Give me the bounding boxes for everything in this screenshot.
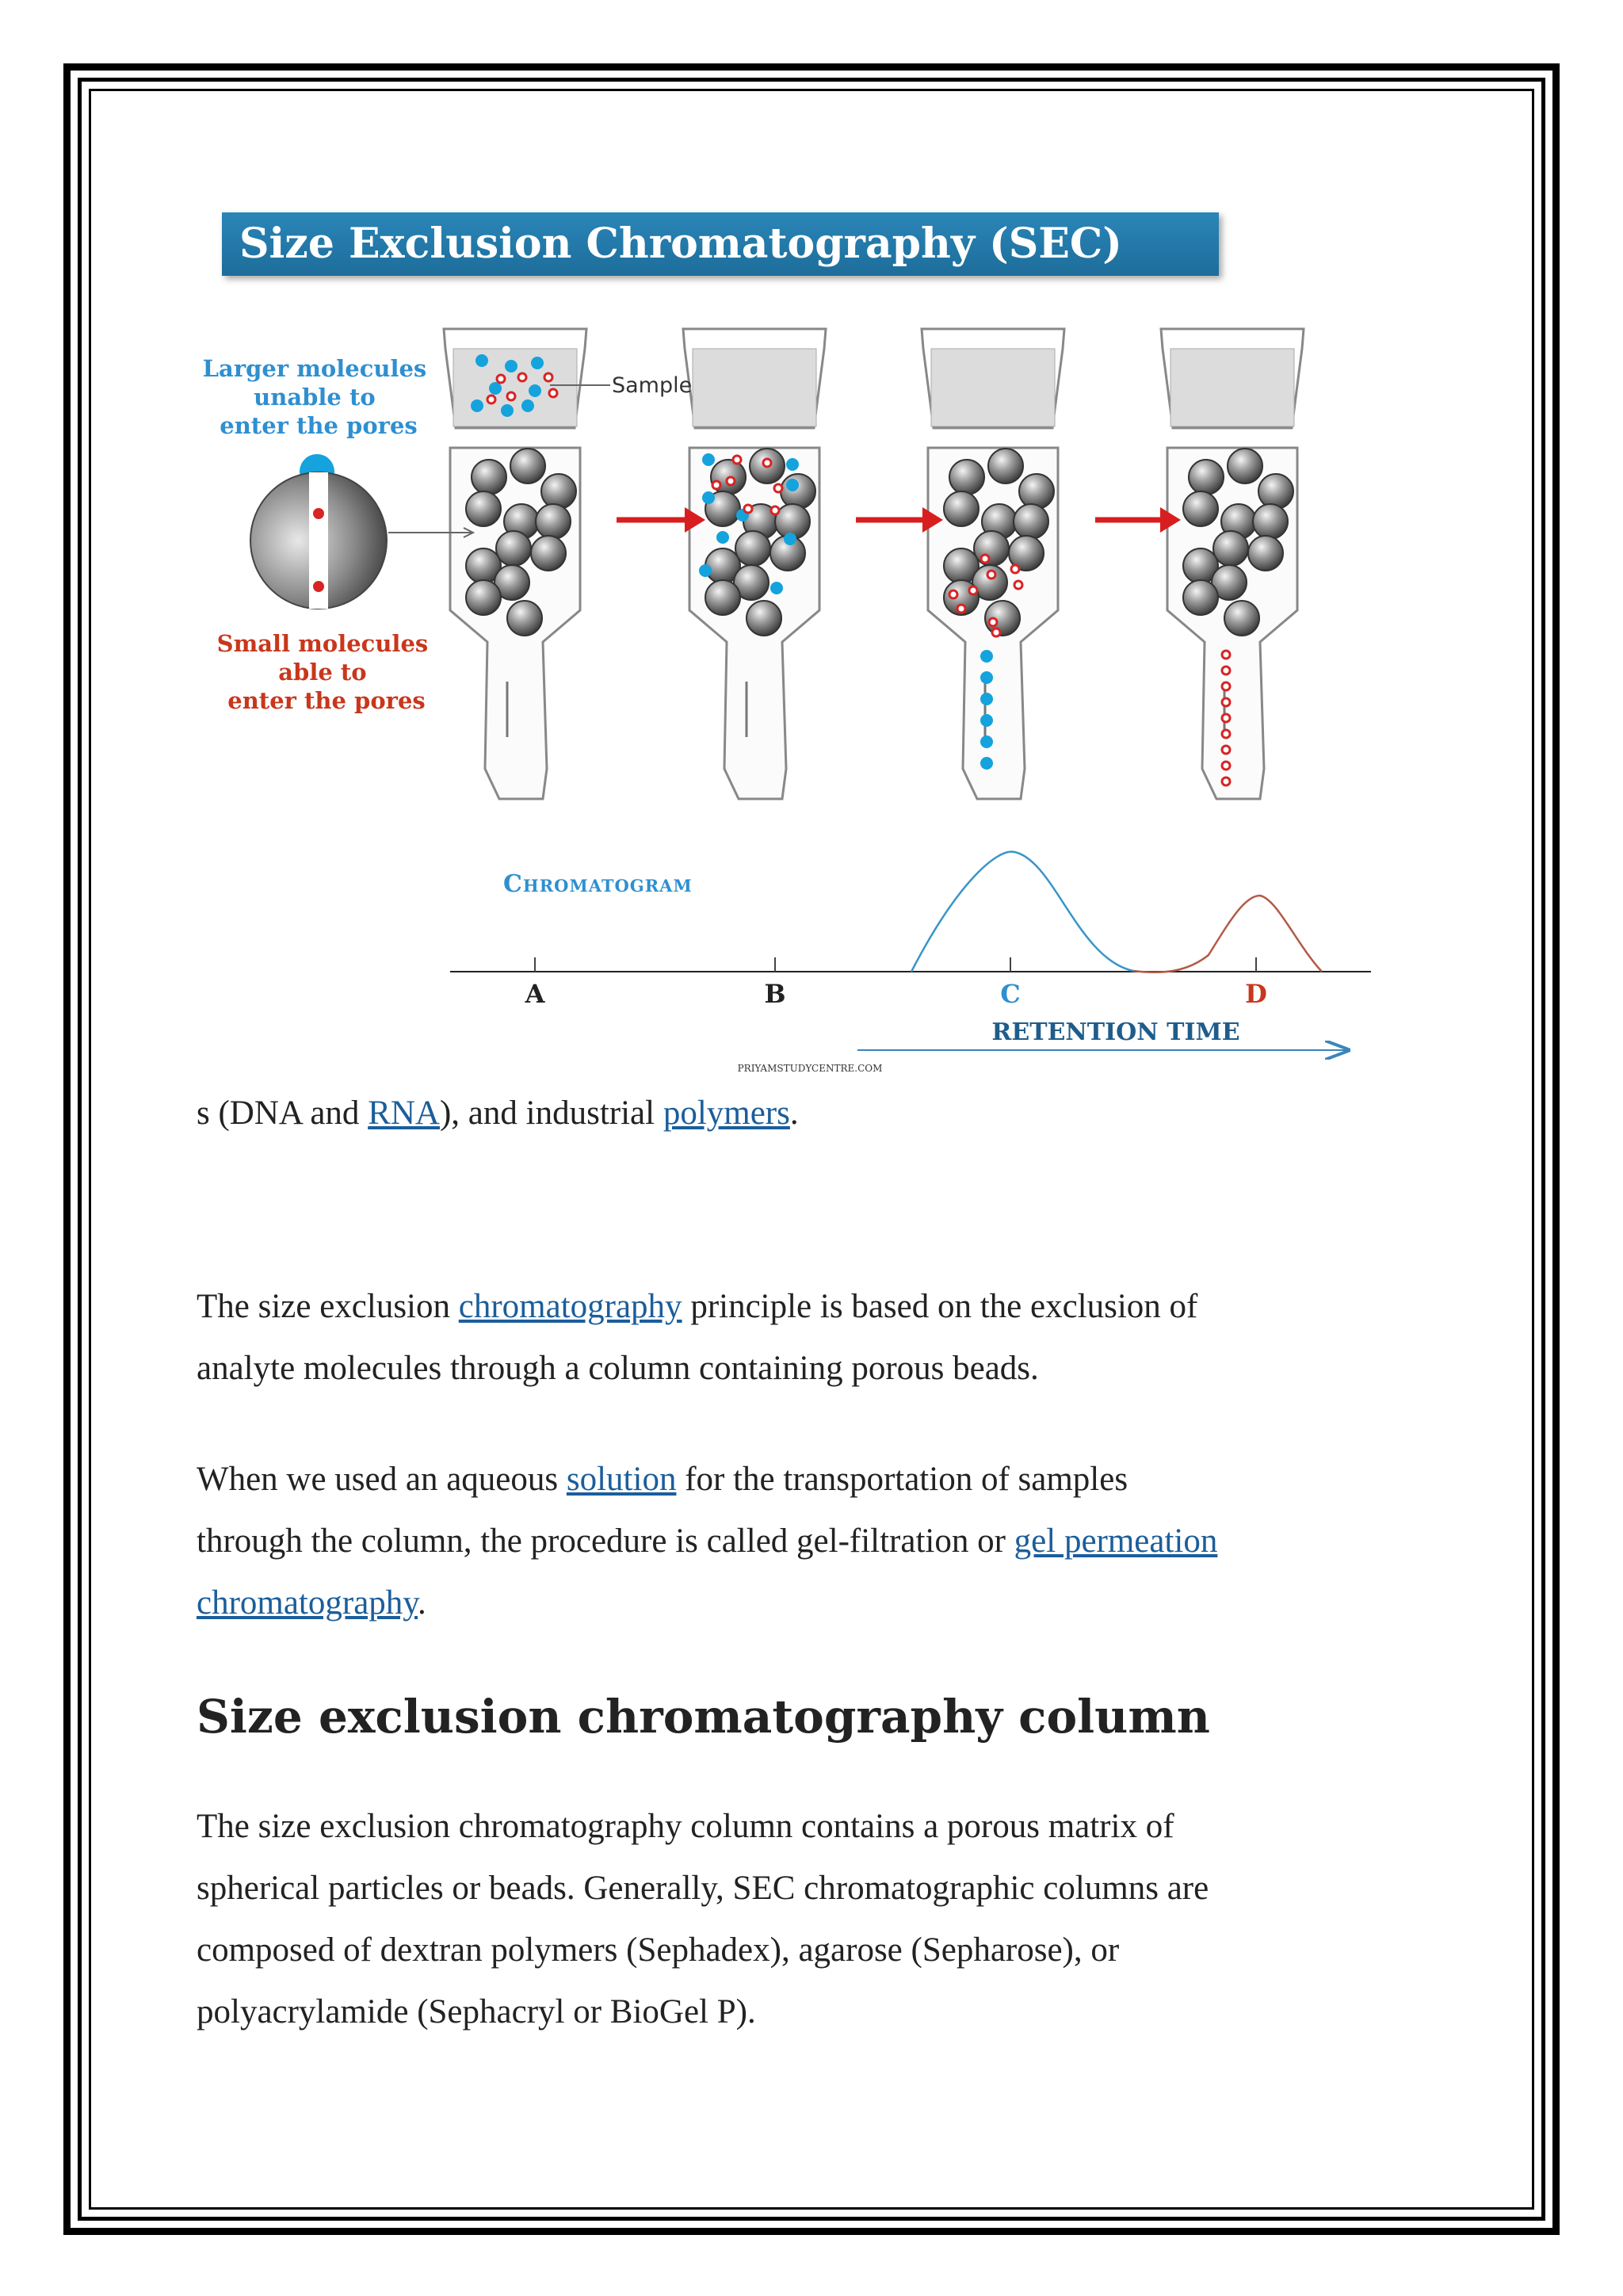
axis-letter-b: B bbox=[764, 979, 786, 1009]
text-span: When we used an aqueous bbox=[197, 1461, 567, 1498]
text-span: . bbox=[789, 1095, 799, 1132]
section-heading: Size exclusion chromatography column bbox=[197, 1690, 1210, 1744]
bead bbox=[949, 460, 984, 495]
sec-figure bbox=[198, 198, 1419, 1086]
large-molecule bbox=[786, 458, 799, 471]
small-molecule bbox=[989, 618, 997, 626]
small-molecule bbox=[949, 590, 957, 598]
small-molecule bbox=[497, 375, 505, 383]
large-molecule bbox=[786, 479, 799, 491]
axis-letter-c: C bbox=[1000, 979, 1021, 1009]
small-molecule-dot bbox=[312, 507, 325, 520]
column-3 bbox=[922, 329, 1064, 799]
small-molecule bbox=[774, 484, 782, 492]
peak-d bbox=[1133, 896, 1322, 972]
link-solution[interactable]: solution bbox=[566, 1461, 677, 1498]
large-molecule bbox=[489, 382, 502, 395]
small-molecule bbox=[487, 395, 495, 403]
small-molecule bbox=[712, 481, 720, 489]
small-molecule bbox=[987, 571, 995, 579]
axis-letter-d: D bbox=[1245, 979, 1267, 1009]
large-molecule bbox=[475, 354, 488, 367]
label-large-line: unable to bbox=[254, 384, 376, 411]
bead bbox=[944, 491, 979, 526]
small-molecule bbox=[1222, 777, 1230, 785]
bead bbox=[1019, 474, 1054, 509]
small-molecule bbox=[1222, 730, 1230, 738]
bead bbox=[1183, 491, 1218, 526]
bead bbox=[1253, 504, 1288, 539]
column-4 bbox=[1161, 329, 1304, 799]
bead bbox=[974, 531, 1009, 566]
small-molecule bbox=[1222, 667, 1230, 674]
text-line: The size exclusion chromatography column contains a porous matrix of bbox=[197, 1808, 1174, 1845]
bead bbox=[466, 580, 501, 615]
bead bbox=[531, 536, 566, 571]
large-molecule bbox=[471, 399, 483, 412]
small-molecule bbox=[992, 628, 1000, 636]
bead bbox=[1189, 460, 1224, 495]
text-line: spherical particles or beads. Generally, SEC chromatographic columns are bbox=[197, 1870, 1209, 1907]
small-molecule bbox=[518, 373, 526, 381]
figure-credit: PRIYAMSTUDYCENTRE.COM bbox=[737, 1063, 883, 1074]
bead bbox=[781, 474, 815, 509]
text-span: through the column, the procedure is called gel-filtration or bbox=[197, 1522, 1014, 1560]
bead bbox=[496, 531, 531, 566]
text-line: polyacrylamide (Sephacryl or BioGel P). bbox=[197, 1993, 756, 2030]
bead bbox=[536, 504, 571, 539]
bead bbox=[510, 449, 545, 483]
small-molecule bbox=[1222, 698, 1230, 706]
small-molecule bbox=[969, 586, 977, 594]
bead bbox=[472, 460, 506, 495]
large-molecule bbox=[770, 582, 783, 594]
large-molecule bbox=[702, 453, 715, 466]
small-molecule bbox=[1222, 746, 1230, 754]
bead bbox=[1213, 531, 1248, 566]
bead bbox=[1228, 449, 1262, 483]
small-molecule bbox=[544, 373, 552, 381]
small-molecule bbox=[1222, 714, 1230, 722]
label-small-line: Small molecules bbox=[216, 630, 429, 657]
small-molecule bbox=[957, 605, 965, 613]
chromatogram-title: Chromatogram bbox=[503, 870, 693, 898]
svg-text:Small molecules able to bbox=[217, 630, 437, 714]
text-span: The size exclusion bbox=[197, 1288, 459, 1325]
svg-text:Larger molecules unable bbox=[203, 355, 435, 439]
sample-label: Sample bbox=[612, 373, 693, 398]
large-molecule bbox=[980, 671, 993, 684]
bead bbox=[747, 601, 781, 636]
column-1 bbox=[444, 329, 586, 799]
axis-letter-a: A bbox=[525, 979, 545, 1009]
paragraph-column bbox=[197, 1796, 1433, 2043]
bead bbox=[1224, 601, 1259, 636]
sec-diagram bbox=[198, 198, 1419, 1086]
small-molecule bbox=[1222, 762, 1230, 770]
paragraph-partial bbox=[197, 1083, 1433, 1144]
text-span: principle is based on the exclusion of bbox=[682, 1288, 1198, 1325]
text-span: for the transportation of samples bbox=[676, 1461, 1128, 1498]
small-molecule bbox=[1011, 565, 1019, 573]
large-molecule bbox=[531, 357, 544, 369]
link-chromatography-2[interactable]: chromatography bbox=[197, 1584, 418, 1622]
large-molecule bbox=[980, 735, 993, 748]
link-rna[interactable]: RNA bbox=[368, 1095, 440, 1132]
bead bbox=[1258, 474, 1293, 509]
small-molecule bbox=[549, 389, 557, 397]
small-molecule bbox=[1014, 581, 1022, 589]
label-small-line: enter the pores bbox=[227, 687, 426, 714]
small-molecule bbox=[727, 477, 735, 485]
text-span: . bbox=[418, 1584, 426, 1622]
label-large-line: Larger molecules bbox=[202, 355, 427, 382]
small-molecule bbox=[1222, 682, 1230, 690]
text-line: composed of dextran polymers (Sephadex), agarose (Sepharose), or bbox=[197, 1931, 1120, 1969]
large-molecule bbox=[980, 650, 993, 663]
link-gel-permeation[interactable]: gel permeation bbox=[1014, 1522, 1218, 1560]
large-molecule bbox=[505, 360, 517, 372]
label-small-line: able to bbox=[278, 659, 367, 686]
large-molecule bbox=[501, 404, 514, 417]
large-molecule bbox=[980, 757, 993, 770]
column-reservoir-fill bbox=[931, 349, 1055, 426]
peak-c bbox=[911, 852, 1133, 972]
small-molecule bbox=[771, 506, 779, 514]
large-molecule bbox=[521, 399, 534, 412]
bead bbox=[988, 449, 1023, 483]
small-molecule bbox=[744, 505, 752, 513]
large-molecule bbox=[980, 714, 993, 727]
small-molecule bbox=[733, 456, 741, 464]
bead bbox=[735, 531, 770, 566]
link-chromatography[interactable]: chromatography bbox=[458, 1288, 682, 1325]
bead bbox=[1248, 536, 1283, 571]
column-reservoir-fill bbox=[693, 349, 816, 426]
small-molecule-dot bbox=[312, 580, 325, 593]
paragraph-principle bbox=[197, 1276, 1433, 1400]
small-molecule bbox=[507, 392, 515, 400]
retention-time-label: RETENTION TIME bbox=[991, 1018, 1240, 1046]
small-molecule bbox=[763, 459, 771, 467]
bead bbox=[507, 601, 542, 636]
large-molecule bbox=[702, 491, 715, 504]
bead bbox=[705, 580, 740, 615]
bead bbox=[466, 491, 501, 526]
small-molecule bbox=[1222, 651, 1230, 659]
large-molecule bbox=[716, 531, 729, 544]
figure-title-banner: Size Exclusion Chromatography (SEC) bbox=[222, 212, 1219, 276]
text-span: analyte molecules through a column containing porous beads. bbox=[197, 1350, 1039, 1387]
text-span: ), and industrial bbox=[439, 1095, 663, 1132]
column-reservoir-fill bbox=[1170, 349, 1294, 426]
small-molecule bbox=[981, 555, 989, 563]
link-polymers[interactable]: polymers bbox=[663, 1095, 790, 1132]
large-molecule bbox=[699, 564, 712, 577]
large-molecule bbox=[529, 384, 541, 397]
text-span: s (DNA and bbox=[197, 1095, 369, 1132]
bead bbox=[1183, 580, 1218, 615]
large-molecule bbox=[784, 533, 796, 545]
bead bbox=[541, 474, 576, 509]
label-large-line: enter the pores bbox=[220, 412, 418, 439]
column-2 bbox=[683, 329, 826, 799]
bead bbox=[1014, 504, 1048, 539]
large-molecule bbox=[980, 693, 993, 705]
paragraph-gel-filtration bbox=[197, 1449, 1433, 1634]
column-reservoir-fill bbox=[453, 349, 577, 426]
